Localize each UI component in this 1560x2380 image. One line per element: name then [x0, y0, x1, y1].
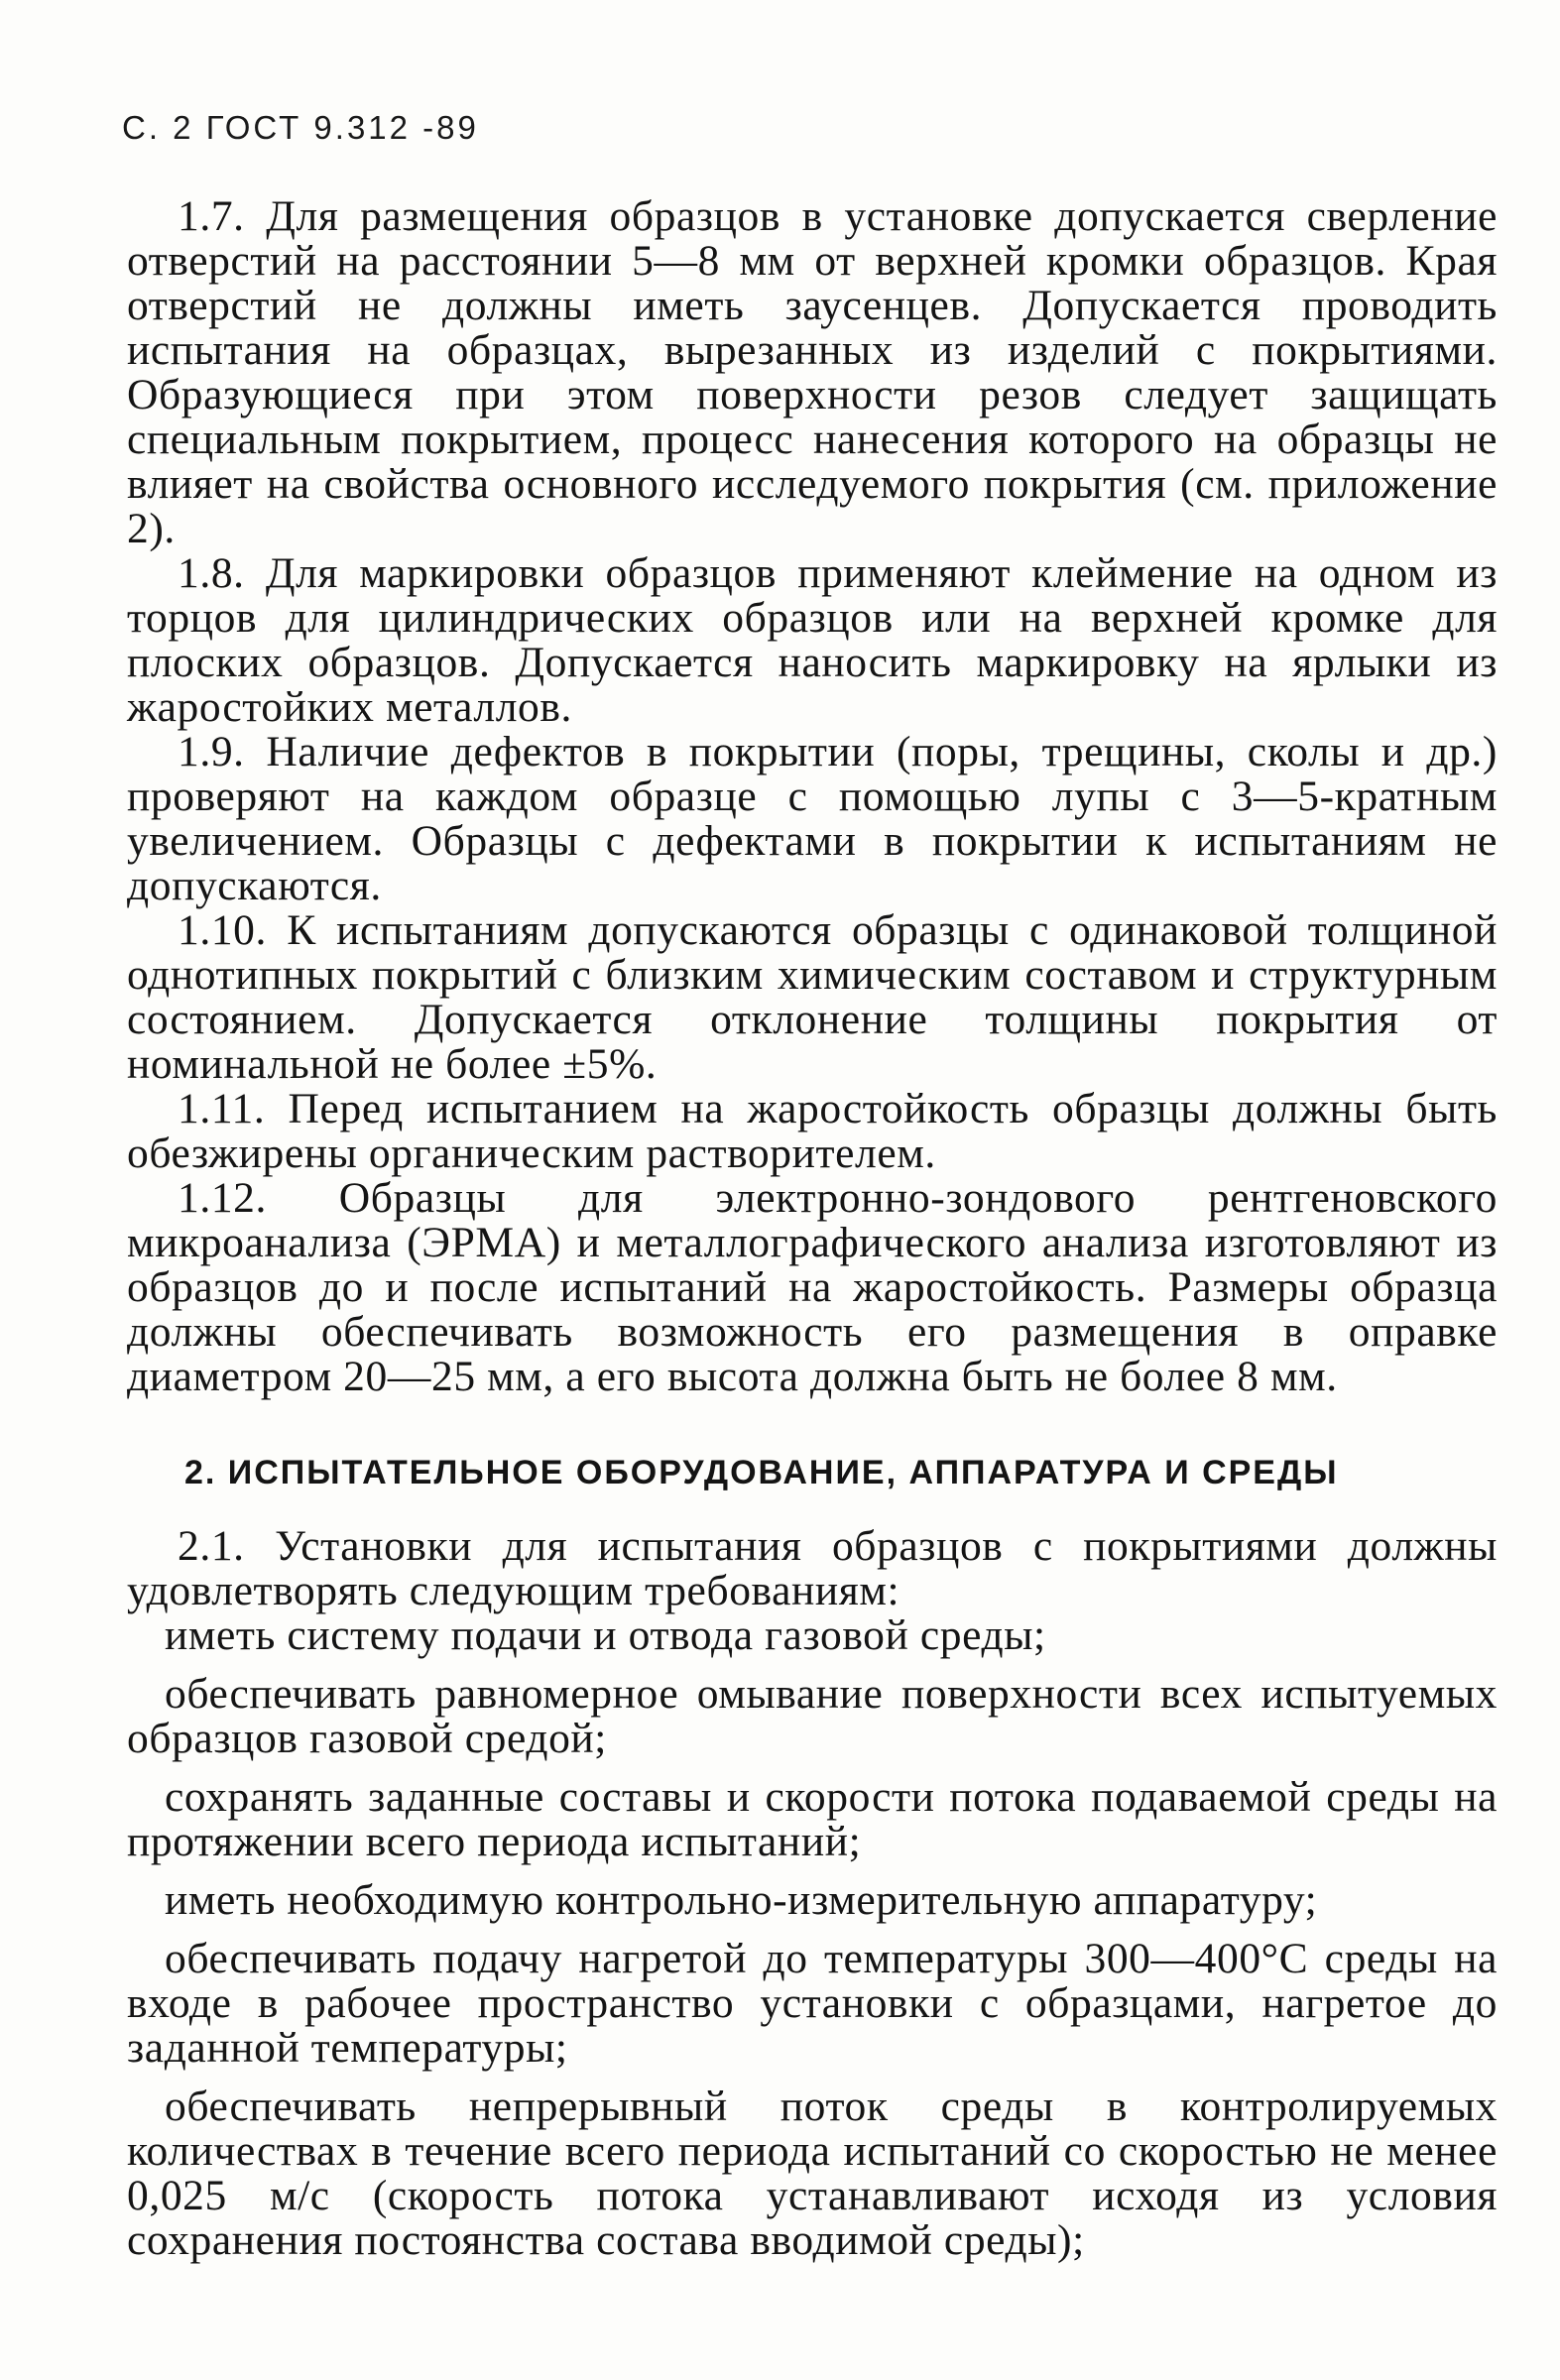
requirement-item: обеспечивать подачу нагретой до температуры 300—400°С среды на входе в рабочее пространство установки с образцами, нагретое до заданной температуры;: [127, 1935, 1498, 2072]
section-2-body: [127, 1524, 1498, 2263]
paragraph-1-9: [127, 730, 1498, 908]
paragraph-text: Установки для испытания образцов с покрытиями должны удовлетворять следующим требованиям:: [127, 1522, 1498, 1614]
paragraph-1-12: [127, 1176, 1498, 1399]
paragraph-number: 1.7.: [178, 192, 245, 240]
requirement-item: иметь систему подачи и отвода газовой среды;: [165, 1611, 1046, 1659]
paragraph-text: К испытаниям допускаются образцы с одинаковой толщиной однотипных покрытий с близким химическим составом и структурным состоянием. Допускается отклонение толщины покрытия от номинальной не более ±5%.: [127, 906, 1498, 1088]
paragraph-1-8: [127, 551, 1498, 730]
section-2-title: 2. ИСПЫТАТЕЛЬНОЕ ОБОРУДОВАНИЕ, АППАРАТУРА И СРЕДЫ: [184, 1454, 1339, 1491]
paragraph-1-10: [127, 908, 1498, 1087]
requirement-item: обеспечивать непрерывный поток среды в контролируемых количествах в течение всего периода испытаний со скоростью не менее 0,025 м/с (скорость потока устанавливают исходя из условия сохранения постоянства состава вводимой среды);: [127, 2082, 1498, 2264]
paragraph-text: Перед испытанием на жаростойкость образцы должны быть обезжирены органическим растворителем.: [127, 1085, 1498, 1177]
paragraph-1-11: [127, 1087, 1498, 1176]
requirement-item: иметь необходимую контрольно-измерительную аппаратуру;: [165, 1876, 1318, 1924]
paragraph-number: 1.9.: [178, 728, 245, 775]
paragraph-text: Для маркировки образцов применяют клеймение на одном из торцов для цилиндрических образцов или на верхней кромке для плоских образцов. Допускается наносить маркировку на ярлыки из жаростойких металлов.: [127, 549, 1498, 731]
paragraph-1-7: [127, 194, 1498, 551]
requirement-item: обеспечивать равномерное омывание поверхности всех испытуемых образцов газовой средой;: [127, 1670, 1498, 1762]
paragraph-text: Для размещения образцов в установке допускается сверление отверстий на расстоянии 5—8 мм от верхней кромки образцов. Края отверстий не должны иметь заусенцев. Допускается проводить испытания на образцах, вырезанных из изделий с покрытиями. Образующиеся при этом поверхности резов следует защищать специальным покрытием, процесс нанесения которого на образцы не влияет на свойства основного исследуемого покрытия (см. приложение 2).: [127, 192, 1498, 552]
paragraph-text: Образцы для электронно-зондового рентгеновского микроанализа (ЭРМА) и металлографического анализа изготовляют из образцов до и после испытаний на жаростойкость. Размеры образца должны обеспечивать возможность его размещения в оправке диаметром 20—25 мм, а его высота должна быть не более 8 мм.: [127, 1174, 1498, 1400]
requirement-item: сохранять заданные составы и скорости потока подаваемой среды на протяжении всего периода испытаний;: [127, 1773, 1498, 1865]
paragraph-number: 1.8.: [178, 549, 245, 597]
section-1-body: [127, 194, 1498, 1399]
paragraph-text: Наличие дефектов в покрытии (поры, трещины, сколы и др.) проверяют на каждом образце с помощью лупы с 3—5-кратным увеличением. Образцы с дефектами в покрытии к испытаниям не допускаются.: [127, 728, 1498, 909]
paragraph-number: 2.1.: [178, 1522, 245, 1570]
paragraph-2-1: [127, 1524, 1498, 1613]
paragraph-number: 1.10.: [178, 906, 267, 954]
paragraph-number: 1.11.: [178, 1085, 266, 1132]
page-header: С. 2 ГОСТ 9.312 -89: [122, 109, 479, 146]
paragraph-number: 1.12.: [178, 1174, 267, 1222]
